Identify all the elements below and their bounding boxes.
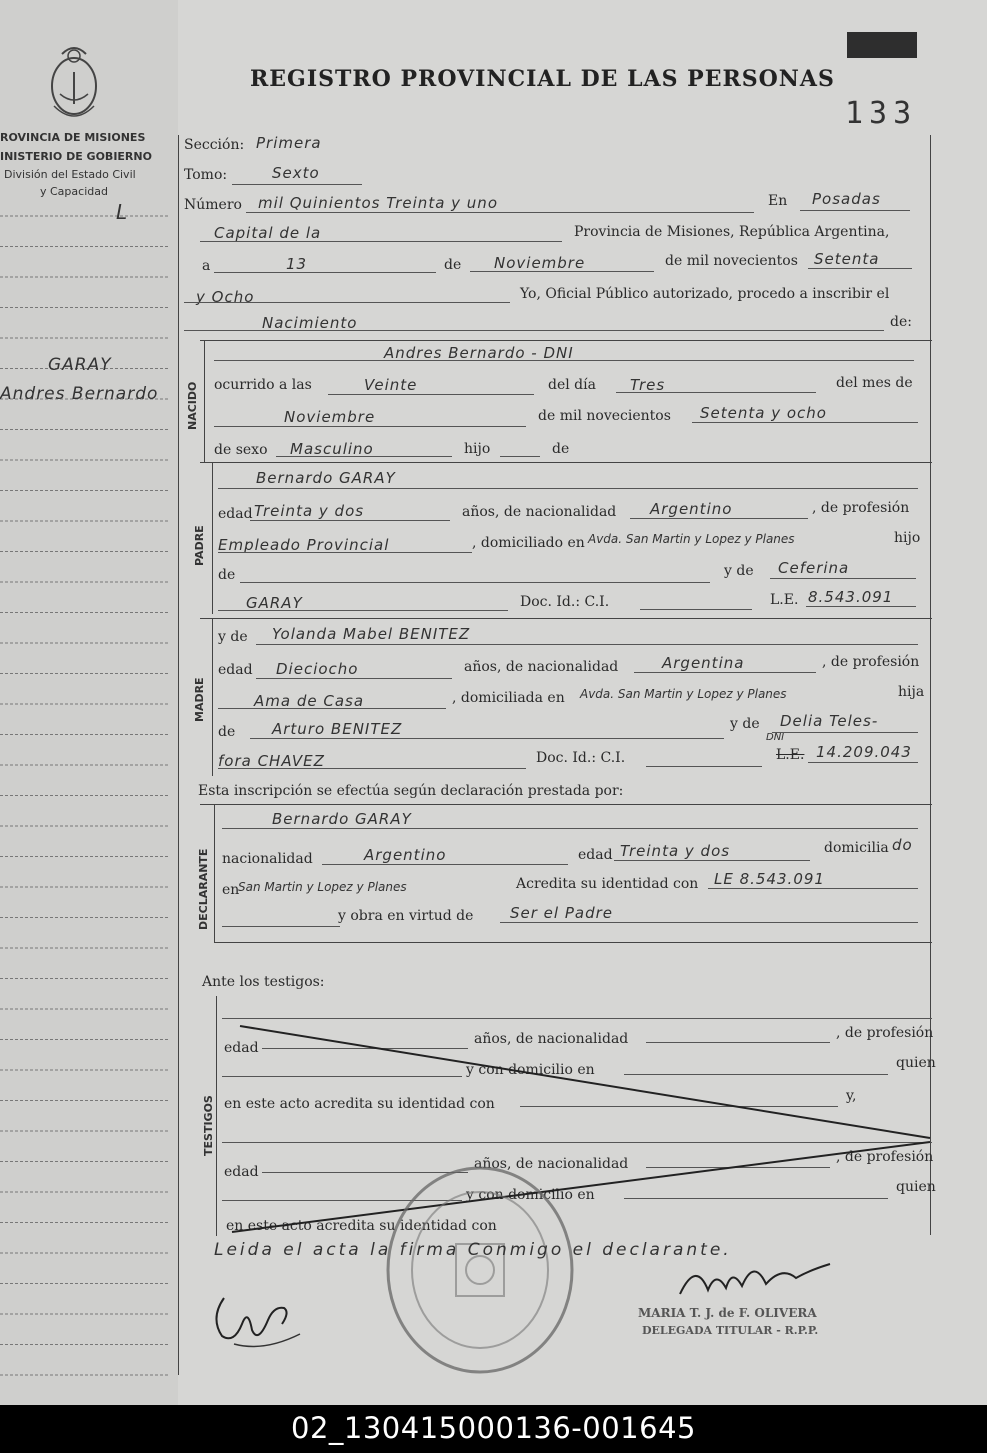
province-line-3: División del Estado Civil (4, 168, 136, 181)
declarante-acredita-label: Acredita su identidad con (516, 876, 699, 892)
padre-profesion-label: , de profesión (812, 500, 910, 516)
testigos-intro: Ante los testigos: (202, 974, 325, 990)
testigo1-anios-label: años, de nacionalidad (474, 1031, 629, 1047)
declarante-vinculo: Ser el Padre (510, 904, 614, 922)
padre-de-label: de (218, 567, 236, 583)
tomo-label: Tomo: (184, 167, 228, 183)
anio-value: Setenta (814, 250, 880, 268)
testigo1-domicilio-label: y con domicilio en (466, 1062, 595, 1078)
anio-prefix: de mil novecientos (665, 253, 798, 269)
stamp-name: MARIA T. J. de F. OLIVERA (638, 1306, 817, 1320)
seccion-label: Sección: (184, 137, 245, 153)
stamp-title: DELEGADA TITULAR - R.P.P. (642, 1324, 819, 1337)
madre-nombre: Yolanda Mabel BENITEZ (272, 625, 471, 643)
lugar-value: Posadas (812, 190, 881, 208)
hijo-label: hijo (464, 441, 491, 457)
sexo-value: Masculino (290, 440, 374, 458)
testigo1-edad-label: edad (224, 1040, 259, 1056)
hora-value: Veinte (364, 376, 418, 394)
testigo1-y-label: y, (846, 1088, 857, 1104)
madre-edad-label: edad (218, 662, 253, 678)
de-label: de (444, 257, 462, 273)
del-mes-label: del mes de (836, 375, 913, 391)
de-suffix: de: (890, 314, 912, 330)
seccion-value: Primera (256, 134, 322, 152)
madre-nacionalidad: Argentina (662, 654, 745, 672)
anio-nacimiento-label: de mil novecientos (538, 408, 671, 424)
nacido-nombre: Andres Bernardo - DNI (384, 344, 574, 362)
testigo2-quien-label: quien (896, 1179, 936, 1195)
madre-y-de-label: y de (218, 629, 248, 645)
padre-le-label: L.E. (770, 592, 799, 608)
padre-edad: Treinta y dos (254, 502, 365, 520)
padre-nombre: Bernardo GARAY (256, 469, 396, 487)
padre-y-de-label: y de (724, 563, 754, 579)
margin-mark: L (116, 200, 129, 224)
padre-de-madre: Arturo BENITEZ (272, 720, 403, 738)
padre-hijo-label: hijo (894, 530, 921, 546)
madre-doc-label: Doc. Id.: C.I. (536, 750, 626, 766)
declarant-signature (204, 1278, 314, 1358)
archive-image-id: 02_130415000136-001645 (291, 1411, 696, 1445)
anio-nacimiento: Setenta y ocho (700, 404, 827, 422)
sexo-label: de sexo (214, 442, 268, 458)
padre-anios-label: años, de nacionalidad (462, 504, 617, 520)
province-line-4: y Capacidad (40, 185, 108, 198)
madre-domicilio: Avda. San Martin y Lopez y Planes (580, 687, 787, 701)
madre-de-label: de (218, 724, 236, 740)
madre-de-padre-2: GARAY (246, 594, 303, 612)
declarante-side-label: DECLARANTE (197, 848, 210, 930)
declarante-edad-label: edad (578, 847, 613, 863)
madre-le-prefix: DNI (766, 732, 785, 743)
tomo-value: Sexto (272, 164, 320, 182)
testigo2-profesion-label: , de profesión (836, 1149, 934, 1165)
a-label: a (202, 258, 211, 274)
madre-de-padre: Ceferina (778, 559, 850, 577)
padre-domicilio-label: , domiciliado en (472, 535, 585, 551)
declarante-nacionalidad-label: nacionalidad (222, 851, 313, 867)
padre-nacionalidad: Argentino (650, 500, 733, 518)
ocurrido-label: ocurrido a las (214, 377, 312, 393)
official-stamp (380, 1160, 580, 1380)
margin-given-names: Andres Bernardo (0, 384, 159, 404)
closing-text: Leida el acta la firma Conmigo el declarante. (214, 1240, 732, 1260)
madre-le: 14.209.043 (816, 743, 912, 761)
padre-profesion: Empleado Provincial (218, 536, 390, 554)
declarante-domicilia-label: domicilia (824, 840, 889, 856)
del-dia-label: del día (548, 377, 596, 393)
declarante-intro: Esta inscripción se efectúa según declaración prestada por: (198, 783, 624, 799)
testigo1-quien-label: quien (896, 1055, 936, 1071)
oficial-text: Yo, Oficial Público autorizado, procedo a inscribir el (520, 286, 890, 302)
declarante-nombre: Bernardo GARAY (272, 810, 412, 828)
madre-de-madre: Delia Teles- (780, 712, 879, 730)
dia-nacimiento: Tres (630, 376, 666, 394)
archive-footer-bar (0, 1405, 987, 1453)
province-line-1: ROVINCIA DE MISIONES (0, 131, 146, 144)
hijo-de-label: de (552, 441, 570, 457)
declarante-en-label: en (222, 882, 240, 898)
madre-domicilio-label: , domiciliada en (452, 690, 565, 706)
numero-label: Número (184, 197, 242, 213)
testigo1-acredita-label: en este acto acredita su identidad con (224, 1096, 495, 1112)
madre-anios-label: años, de nacionalidad (464, 659, 619, 675)
madre-de-madre-2: fora CHAVEZ (218, 752, 325, 770)
testigo2-anios-label: años, de nacionalidad (474, 1156, 629, 1172)
madre-le-label: L.E. (776, 747, 805, 763)
dia-value: 13 (286, 255, 308, 273)
testigo1-profesion-label: , de profesión (836, 1025, 934, 1041)
declarante-domicilia-suffix: do (892, 836, 913, 854)
padre-le: 8.543.091 (808, 588, 894, 606)
nacido-side-label: NACIDO (186, 381, 199, 430)
anio-value-2: y Ocho (196, 288, 255, 306)
province-line-2: INISTERIO DE GOBIERNO (0, 150, 152, 163)
lugar-value-2: Capital de la (214, 224, 322, 242)
margin-surname: GARAY (48, 355, 112, 375)
madre-edad: Dieciocho (276, 660, 359, 678)
padre-edad-label: edad (218, 506, 253, 522)
testigo2-acredita-label: en este acto acredita su identidad con (226, 1218, 497, 1234)
declarante-obra-label: y obra en virtud de (338, 908, 474, 924)
padre-domicilio: Avda. San Martin y Lopez y Planes (588, 532, 795, 546)
madre-profesion-label: , de profesión (822, 654, 920, 670)
padre-side-label: PADRE (193, 525, 206, 566)
provincia-text: Provincia de Misiones, República Argentina, (574, 224, 890, 240)
en-label: En (768, 193, 788, 209)
folio-number: 133 (845, 96, 918, 131)
madre-y-de-label-2: y de (730, 716, 760, 732)
testigo2-domicilio-label: y con domicilio en (466, 1187, 595, 1203)
numero-value: mil Quinientos Treinta y uno (258, 194, 498, 212)
madre-hija-label: hija (898, 684, 925, 700)
acto-value: Nacimiento (262, 314, 358, 332)
madre-profesion: Ama de Casa (254, 692, 365, 710)
declarante-domicilio: San Martin y Lopez y Planes (238, 880, 407, 894)
mes-nacimiento: Noviembre (284, 408, 376, 426)
declarante-edad: Treinta y dos (620, 842, 731, 860)
testigo2-edad-label: edad (224, 1164, 259, 1180)
declarante-nacionalidad: Argentino (364, 846, 447, 864)
madre-side-label: MADRE (193, 677, 206, 722)
register-title: REGISTRO PROVINCIAL DE LAS PERSONAS (250, 66, 835, 92)
mes-value: Noviembre (494, 254, 586, 272)
officer-signature (670, 1250, 840, 1310)
testigos-side-label: TESTIGOS (202, 1095, 215, 1156)
padre-doc-label: Doc. Id.: C.I. (520, 594, 610, 610)
declarante-documento: LE 8.543.091 (714, 870, 825, 888)
